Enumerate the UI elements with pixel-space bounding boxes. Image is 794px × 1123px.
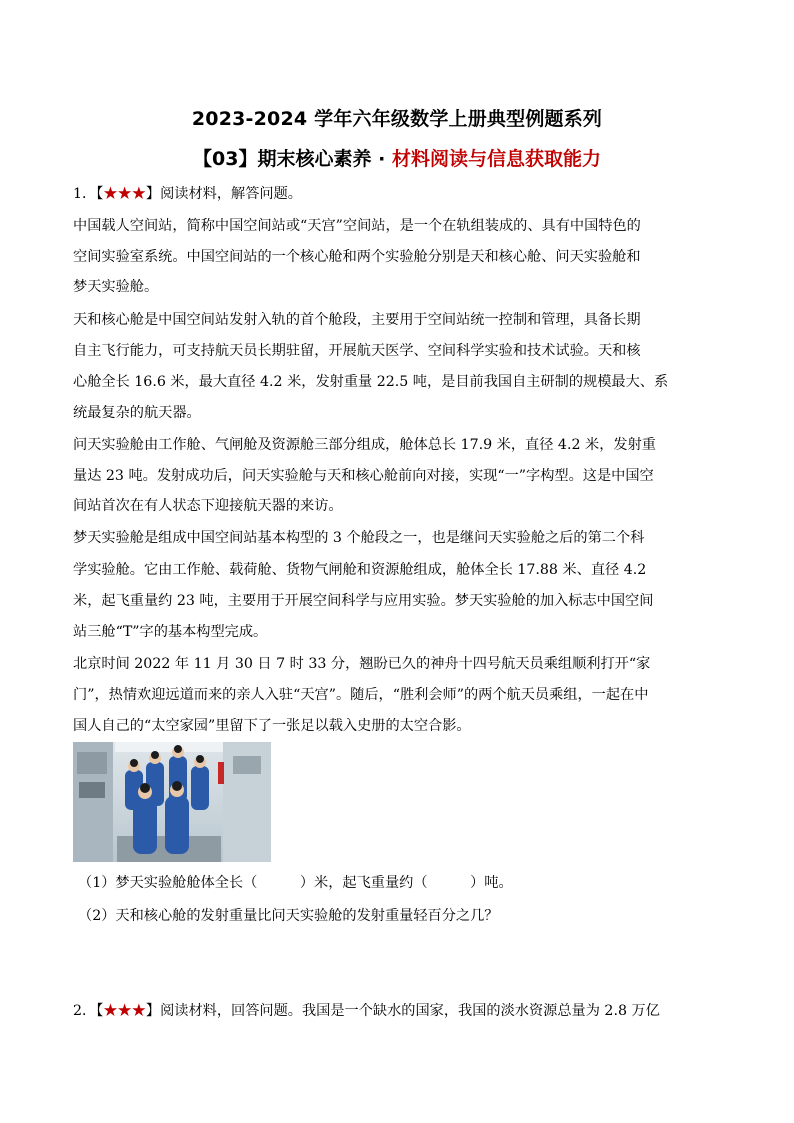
page-subtitle	[0, 144, 794, 171]
question-1-header	[73, 184, 302, 204]
passage-line: 站三舱“T”字的基本构型完成。	[73, 624, 268, 640]
question-number: 2．	[73, 1003, 97, 1019]
passage-line: 问天实验舱由工作舱、气闸舱及资源舱三部分组成，舱体总长 17.9 米，直径 4.2 米，发射重	[73, 437, 656, 453]
question-text: 阅读材料，回答问题。我国是一个缺水的国家，我国的淡水资源总量为 2.8 万亿	[160, 1003, 660, 1019]
page-title: 2023-2024 学年六年级数学上册典型例题系列	[191, 108, 603, 130]
bracket-close: 】	[145, 186, 161, 202]
question-number: 1．	[73, 186, 97, 202]
passage-line: 中国载人空间站，简称中国空间站或“天宫”空间站，是一个在轨组装成的、具有中国特色的	[73, 218, 641, 234]
question-prompt: 阅读材料，解答问题。	[160, 186, 302, 202]
passage-line: 学实验舱。它由工作舱、载荷舱、货物气闸舱和资源舱组成，舱体全长 17.88 米、直径 4.2	[73, 562, 647, 578]
question-2-header	[73, 1001, 660, 1021]
passage-line: 天和核心舱是中国空间站发射入轨的首个舱段，主要用于空间站统一控制和管理，具备长期	[73, 312, 641, 328]
passage-line: 梦天实验舱是组成中国空间站基本构型的 3 个舱段之一，也是继问天实验舱之后的第二个科	[73, 530, 645, 546]
passage-line: 间站首次在有人状态下迎接航天器的来访。	[73, 498, 343, 514]
passage-line: 米，起飞重量约 23 吨，主要用于开展空间科学与应用实验。梦天实验舱的加入标志中国空间	[73, 593, 654, 609]
passage-line: 北京时间 2022 年 11 月 30 日 7 时 33 分，翘盼已久的神舟十四号航天员乘组顺利打开“家	[73, 656, 651, 672]
sub-question-1: （1）梦天实验舱舱体全长（ ）米，起飞重量约（ ）吨。	[78, 875, 513, 891]
difficulty-stars: ★★★	[103, 1003, 146, 1019]
subtitle-highlight: 材料阅读与信息获取能力	[391, 148, 601, 170]
passage-line: 量达 23 吨。发射成功后，问天实验舱与天和核心舱前向对接，实现“一”字构型。这是中国空	[73, 468, 654, 484]
astronaut-group-photo	[73, 742, 271, 862]
bracket-close: 】	[145, 1003, 161, 1019]
sub-question-2: （2）天和核心舱的发射重量比问天实验舱的发射重量轻百分之几？	[78, 908, 499, 924]
subtitle-prefix: 【03】期末核心素养 ·	[193, 148, 392, 170]
bracket-open: 【	[96, 1003, 104, 1019]
bracket-open: 【	[96, 186, 104, 202]
passage-line: 国人自己的“太空家园”里留下了一张足以载入史册的太空合影。	[73, 718, 471, 734]
passage-line: 自主飞行能力，可支持航天员长期驻留，开展航天医学、空间科学实验和技术试验。天和核	[73, 343, 641, 359]
passage-line: 门”，热情欢迎远道而来的亲人入驻“天宫”。随后，“胜利会师”的两个航天员乘组，一起在中	[73, 687, 649, 703]
passage-line: 心舱全长 16.6 米，最大直径 4.2 米，发射重量 22.5 吨，是目前我国自主研制的规模最大、系	[73, 374, 669, 390]
passage-line: 梦天实验舱。	[73, 279, 159, 295]
difficulty-stars: ★★★	[103, 186, 146, 202]
passage-line: 空间实验室系统。中国空间站的一个核心舱和两个实验舱分别是天和核心舱、问天实验舱和	[73, 249, 641, 265]
passage-line: 统最复杂的航天器。	[73, 405, 201, 421]
